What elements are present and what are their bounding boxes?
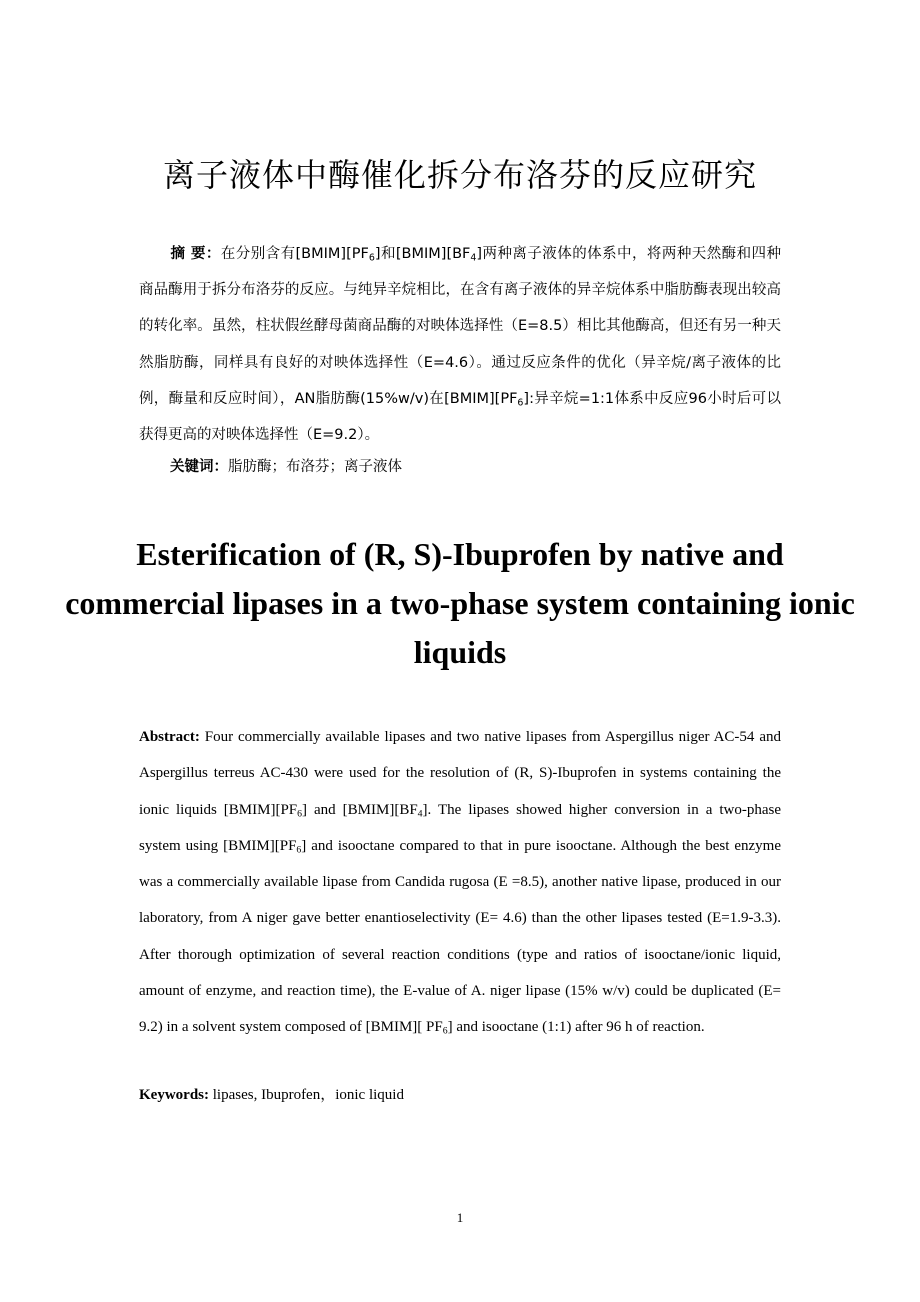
chinese-abstract-text: ]和[BMIM][BF [374, 246, 471, 262]
english-keywords-label: Keywords: [139, 1087, 209, 1103]
english-abstract-text: ] and isooctane compared to that in pure isooctane. Although the best enzyme was a commercially available lipase from Candida rugosa (E =8.5), another native lipase, produced in our laboratory, from A niger gave better enantioselectivity (E= 4.6) than the other lipases tested (E=1.9-3.3). After thorough optimization of several reaction conditions (type and ratios of isooctane/ionic liquid, amount of enzyme, and reaction time), the E-value of A. niger lipase (15% w/v) could be duplicated (E= 9.2) in a solvent system composed of [BMIM][ PF [139, 837, 781, 1036]
chinese-title: 离子液体中酶催化拆分布洛芬的反应研究 [162, 156, 757, 194]
chinese-abstract-label: 摘 要： [170, 246, 221, 262]
english-abstract-text: ]. The lipases showed higher conversion in a two-phase system using [BMIM][PF [139, 801, 781, 854]
english-title: Esterification of (R, S)-Ibuprofen by native and commercial lipases in a two-phase system containing ionic liquids [65, 536, 855, 670]
chinese-keywords-label: 关键词： [170, 459, 228, 475]
subscript: 6 [517, 397, 524, 409]
subscript: 6 [442, 1025, 448, 1037]
chinese-keywords-text: 脂肪酶；布洛芬；离子液体 [228, 459, 402, 475]
english-keywords [139, 1083, 781, 1104]
chinese-abstract-text: ]两种离子液体的体系中，将两种天然酶和四种商品酶用于拆分布洛芬的反应。与纯异辛烷相比，在含有离子液体的异辛烷体系中脂肪酶表现出较高的转化率。虽然，柱状假丝酵母菌商品酶的对映体选择性（E=8.5）相比其他酶高，但还有另一种天然脂肪酶，同样具有良好的对映体选择性（E=4.6）。通过反应条件的优化（异辛烷/离子液体的比例，酶量和反应时间），AN脂肪酶(15%w/v)在[BMIM][PF [139, 246, 781, 407]
subscript: 4 [470, 252, 477, 264]
english-abstract [139, 719, 781, 1046]
english-abstract-text: ] and [BMIM][BF [302, 801, 418, 818]
chinese-abstract-text: 在分别含有[BMIM][PF [220, 246, 369, 262]
subscript: 6 [297, 808, 303, 820]
subscript: 4 [417, 808, 423, 820]
subscript: 6 [296, 844, 302, 856]
subscript: 6 [368, 252, 375, 264]
chinese-abstract [139, 236, 781, 453]
page-number: 1 [456, 1210, 464, 1225]
chinese-abstract-text: ]:异辛烷=1:1体系中反应96小时后可以获得更高的对映体选择性（E=9.2）。 [139, 390, 781, 444]
english-abstract-text: ] and isooctane (1:1) after 96 h of reaction. [447, 1019, 705, 1036]
english-abstract-label: Abstract: [139, 729, 200, 745]
english-abstract-text: Four commercially available lipases and two native lipases from Aspergillus niger AC-54 and Aspergillus terreus AC-430 were used for the resolution of (R, S)-Ibuprofen in systems containing the ionic liquids [BMIM][PF [139, 729, 781, 818]
chinese-keywords [170, 455, 770, 476]
english-keywords-text: lipases, Ibuprofen，ionic liquid [209, 1087, 404, 1103]
